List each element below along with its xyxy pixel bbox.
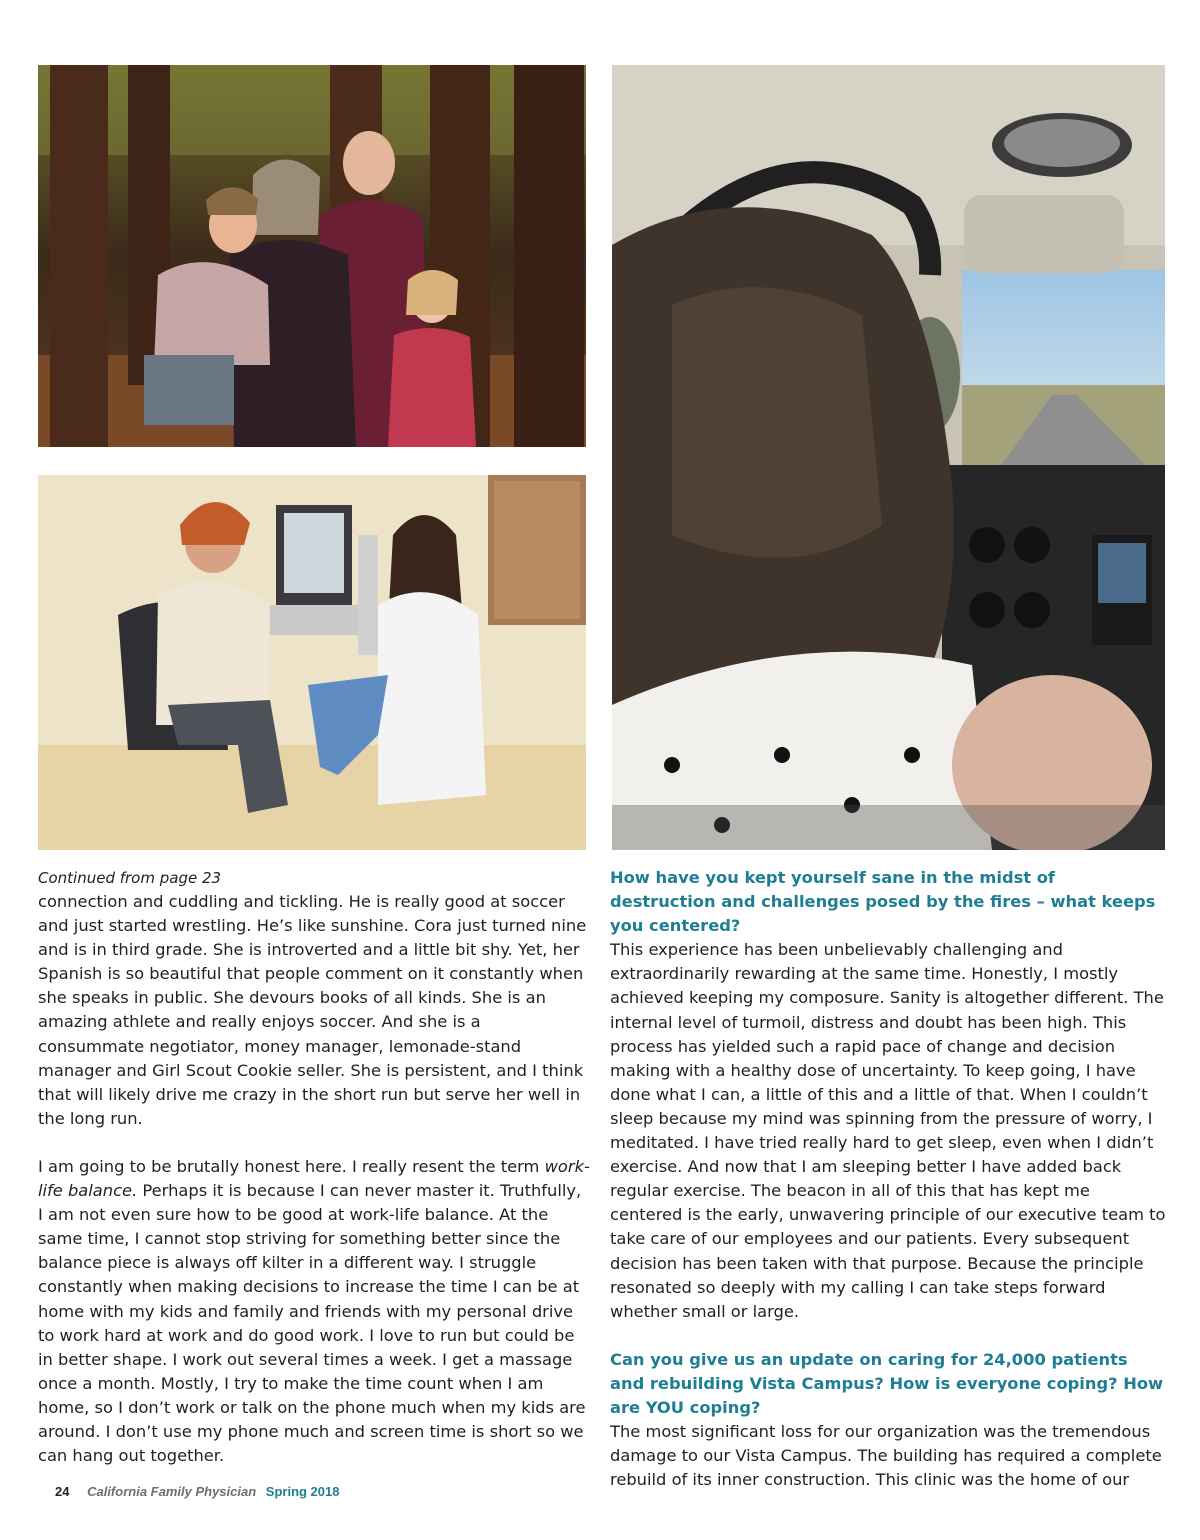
right-column — [610, 866, 1166, 1492]
page-footer — [55, 1484, 339, 1499]
body-text: Perhaps it is because I can never master it. Truthfully, I am not even sure how to be good at work-life balance. At the same time, I cannot stop striving for something better since the balance piece is always off kilter in a different way. I struggle constantly when making decisions to increase the time I can be at home with my kids and family and friends with my personal drive to work hard at work and do good work. I love to run but could be in better shape. I work out several times a week. I get a massage once a month. Mostly, I try to make the time count when I am home, so I don’t work or talk on the phone much when my kids are around. I don’t use my phone much and screen time is short so we can hang out together. — [38, 1181, 586, 1466]
left-column — [38, 866, 590, 1468]
body-paragraph — [38, 1155, 590, 1468]
continued-note: Continued from page 23 — [38, 869, 222, 887]
interview-question: How have you kept yourself sane in the midst of destruction and challenges posed by the fires – what keeps you centered? — [610, 868, 1156, 936]
body-text: I am going to be brutally honest here. I really resent the term — [38, 1156, 545, 1176]
interview-answer: This experience has been unbelievably challenging and extraordinarily rewarding at the same time. Honestly, I mostly achieved keeping my composure. Sanity is altogether different. The internal level of turmoil, distress and doubt has been high. This process has yielded such a rapid pace of change and decision making with a healthy dose of uncertainty. To keep going, I have done what I can, a little of this and a little of that. When I couldn’t sleep because my mind was spinning from the pressure of worry, I meditated. I have tried really hard to get sleep, even when I didn’t exercise. And now that I am sleeping better I have added back regular exercise. The beacon in all of this that has kept me centered is the early, unwavering principle of our executive team to take care of our employees and our patients. Every subsequent decision has been taken with that purpose. Because the principle resonated so deeply with my calling I can take steps forward whether small or large. — [610, 940, 1166, 1321]
body-paragraph: connection and cuddling and tickling. He is really good at soccer and just started wrestling. He’s like sunshine. Cora just turned nine and is in third grade. She is introverted and a little bit shy. Yet, her Spanish is so beautiful that people comment on it constantly when she speaks in public. She devours books of all kinds. She is an amazing athlete and really enjoys soccer. And she is a consummate negotiator, money manager, lemonade-stand manager and Girl Scout Cookie seller. She is persistent, and I think that will likely drive me crazy in the short run but serve her well in the long run. — [38, 892, 587, 1128]
interview-question: Can you give us an update on caring for 24,000 patients and rebuilding Vista Campus? How is everyone coping? How are YOU coping? — [610, 1349, 1164, 1417]
clinic-photo — [38, 475, 586, 850]
page-number: 24 — [55, 1484, 70, 1499]
publication-name: California Family Physician — [87, 1484, 257, 1499]
issue-label: Spring 2018 — [265, 1484, 340, 1499]
emphasis-text: work-life balance. — [38, 1156, 590, 1201]
cockpit-photo — [612, 65, 1165, 850]
family-photo — [38, 65, 586, 447]
interview-answer: The most significant loss for our organization was the tremendous damage to our Vista Campus. The building has required a complete rebuild of its inner construction. This clinic was the home of our — [610, 1422, 1162, 1490]
